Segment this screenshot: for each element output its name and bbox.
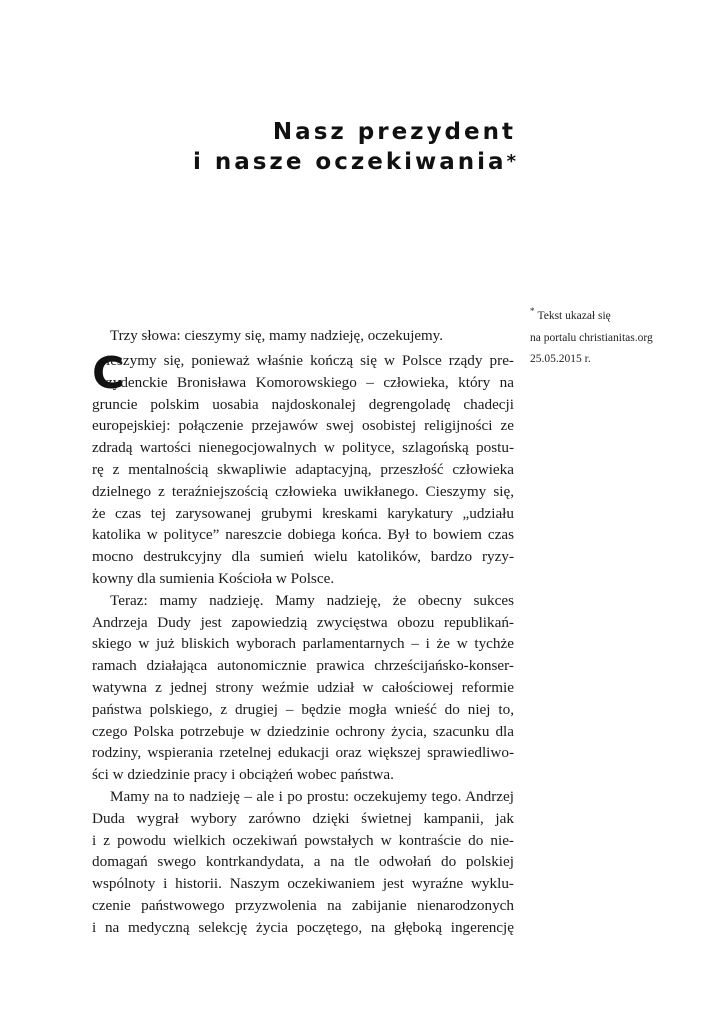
body-line: katolika w polityce” nareszcie dobiega końca. Był to bowiem czas xyxy=(92,526,514,544)
body-line: Mamy na to nadzieję – ale i po prostu: oczekujemy tego. Andrzej xyxy=(110,787,514,805)
body-text xyxy=(92,350,514,939)
body-line: europejskiej: połączenie przejawów swej osobistej religijności ze xyxy=(92,417,514,435)
body-line: dzielnego z teraźniejszością człowieka uwikłanego. Cieszymy się, xyxy=(92,482,514,500)
body-line: skiego w już bliskich wyborach parlamentarnych – i że w tychże xyxy=(92,635,514,653)
side-footnote xyxy=(530,306,700,371)
footnote-reference-marker[interactable]: * xyxy=(506,151,516,172)
body-line: że czas tej zarysowanej grubymi kreskami karykatury „udziału xyxy=(92,504,514,522)
footnote-line-1 xyxy=(530,306,700,328)
chapter-title-line-2 xyxy=(193,147,516,179)
body-line: ramach działająca autonomicznie prawica chrześcijańsko-konser- xyxy=(92,657,514,675)
body-line: domagań swego kontrkandydata, a na tle odwołań do polskiej xyxy=(92,853,514,871)
body-line: wspólnoty i historii. Naszym oczekiwaniem jest wyraźne wyklu- xyxy=(92,875,514,893)
footnote-marker: * xyxy=(530,306,535,316)
body-line: ści w dziedzinie pracy i obciążeń wobec państwa. xyxy=(92,766,394,784)
body-line: i na medyczną selekcję życia poczętego, na głęboką ingerencję xyxy=(92,918,514,936)
body-line: państwa polskiego, z drugiej – będzie mogła wnieść do niej to, xyxy=(92,700,514,718)
body-line: rę z mentalnością skwapliwie adaptacyjną, przeszłość człowieka xyxy=(92,460,514,478)
footnote-line-3: 25.05.2015 r. xyxy=(530,353,591,365)
footnote-text-1: Tekst ukazał się xyxy=(537,310,611,322)
body-line: zydenckie Bronisława Komorowskiego – człowieka, który na xyxy=(106,373,514,391)
body-line: Teraz: mamy nadzieję. Mamy nadzieję, że obecny sukces xyxy=(110,591,514,609)
body-line: czego Polska potrzebuje w dziedzinie ochrony życia, szacunku dla xyxy=(92,722,514,740)
chapter-title xyxy=(193,117,516,179)
body-line: watywna z jednej strony weźmie udział w całościowej reformie xyxy=(92,678,514,696)
body-line: mocno destrukcyjny dla sumień wielu katolików, bardzo ryzy- xyxy=(92,548,514,566)
body-line: czenie państwowego przyzwolenia na zabijanie nienarodzonych xyxy=(92,896,514,914)
body-line: i z powodu wielkich oczekiwań powstałych w kontraście do nie- xyxy=(92,831,514,849)
body-line: ieszymy się, ponieważ właśnie kończą się w Polsce rządy pre- xyxy=(106,352,514,369)
body-line: gruncie polskim uosabia najdoskonalej degrengoladę chadecji xyxy=(92,395,514,413)
chapter-title-line-2-text: i nasze oczekiwania xyxy=(192,149,507,175)
epigraph: Trzy słowa: cieszymy się, mamy nadzieję, oczekujemy. xyxy=(110,328,443,344)
footnote-line-2: na portalu christianitas.org xyxy=(530,331,653,344)
drop-cap: C xyxy=(92,348,125,399)
body-line: Duda wygrał wybory zarówno dzięki świetnej kampanii, jak xyxy=(92,809,514,827)
body-line: rodziny, wspierania rzetelnej edukacji oraz większej sprawiedliwo- xyxy=(92,744,514,762)
body-line: kowny dla sumienia Kościoła w Polsce. xyxy=(92,569,335,587)
body-line: Andrzeja Dudy jest zapowiedzią zwycięstwa obozu republikań- xyxy=(92,613,514,631)
chapter-title-line-1: Nasz prezydent xyxy=(272,119,516,145)
body-line: zdradą wartości nienegocjowalnych w polityce, szlagońską postu- xyxy=(92,439,514,457)
